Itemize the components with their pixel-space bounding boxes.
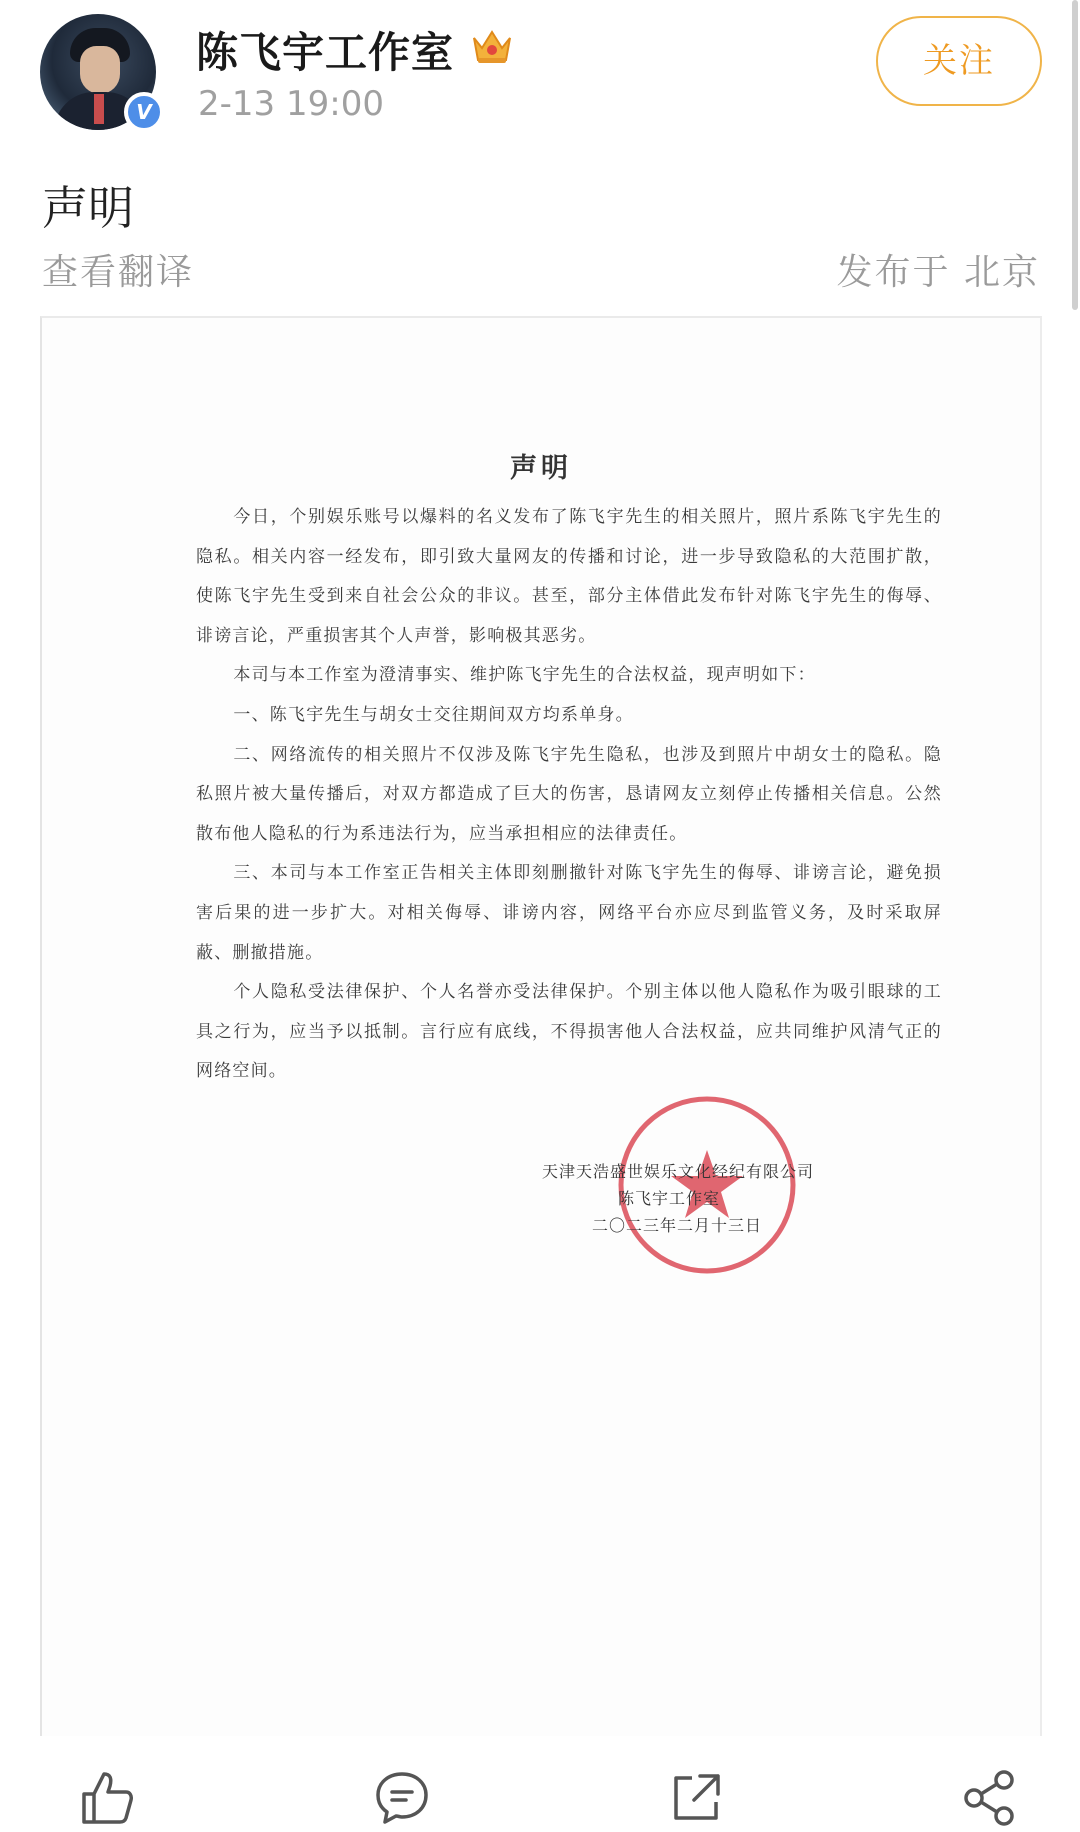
- post-header: [0, 0, 1080, 140]
- scrollbar-thumb[interactable]: [1072, 0, 1078, 310]
- document-paragraph: 今日，个别娱乐账号以爆料的名义发布了陈飞宇先生的相关照片，照片系陈飞宇先生的隐私。相关内容一经发布，即引致大量网友的传播和讨论，进一步导致隐私的大范围扩散，使陈飞宇先生受到来自社会公众的非议。甚至，部分主体借此发布针对陈飞宇先生的侮辱、诽谤言论，严重损害其个人声誉，影响极其恶劣。: [196, 507, 942, 646]
- document-body: [196, 498, 942, 1092]
- follow-button[interactable]: 关注: [876, 16, 1042, 106]
- signature-block: [542, 1158, 814, 1239]
- post-title: 声明: [42, 181, 134, 235]
- share-icon[interactable]: [960, 1768, 1020, 1828]
- action-bar: [0, 1750, 1080, 1832]
- document-paragraph: 个人隐私受法律保护、个人名誉亦受法律保护。个别主体以他人隐私作为吸引眼球的工具之行为，应当予以抵制。言行应有底线，不得损害他人合法权益，应共同维护风清气正的网络空间。: [196, 982, 942, 1082]
- document-paragraph: 本司与本工作室为澄清事实、维护陈飞宇先生的合法权益，现声明如下：: [233, 665, 816, 686]
- comment-icon[interactable]: [372, 1768, 432, 1828]
- verified-badge-icon: V: [124, 92, 164, 132]
- signature-company: 天津天浩盛世娱乐文化经纪有限公司: [542, 1162, 815, 1181]
- document-title: 声明: [510, 453, 572, 484]
- thumbs-up-icon[interactable]: [76, 1768, 136, 1828]
- username[interactable]: 陈飞宇工作室: [196, 28, 455, 77]
- translate-link[interactable]: 查看翻译: [42, 252, 195, 293]
- post-location: 发布于 北京: [836, 252, 1040, 293]
- post-timestamp: 2-13 19:00: [198, 84, 384, 124]
- signature-date: 二〇二三年二月十三日: [592, 1216, 763, 1235]
- document-paragraph: 三、本司与本工作室正告相关主体即刻删撤针对陈飞宇先生的侮辱、诽谤言论，避免损害后果的进一步扩大。对相关侮辱、诽谤内容，网络平台亦应尽到监管义务，及时采取屏蔽、删撤措施。: [196, 863, 942, 963]
- repost-icon[interactable]: [666, 1768, 726, 1828]
- statement-document-image[interactable]: [40, 316, 1042, 1736]
- crown-icon: [470, 26, 514, 66]
- avatar-face: [80, 46, 120, 94]
- avatar-tie: [94, 94, 104, 124]
- document-paragraph: 一、陈飞宇先生与胡女士交往期间双方均系单身。: [233, 704, 634, 725]
- signature-studio: 陈飞宇工作室: [618, 1189, 721, 1208]
- document-paragraph: 二、网络流传的相关照片不仅涉及陈飞宇先生隐私，也涉及到照片中胡女士的隐私。隐私照片被大量传播后，对双方都造成了巨大的伤害，恳请网友立刻停止传播相关信息。公然散布他人隐私的行为系违法行为，应当承担相应的法律责任。: [196, 744, 942, 844]
